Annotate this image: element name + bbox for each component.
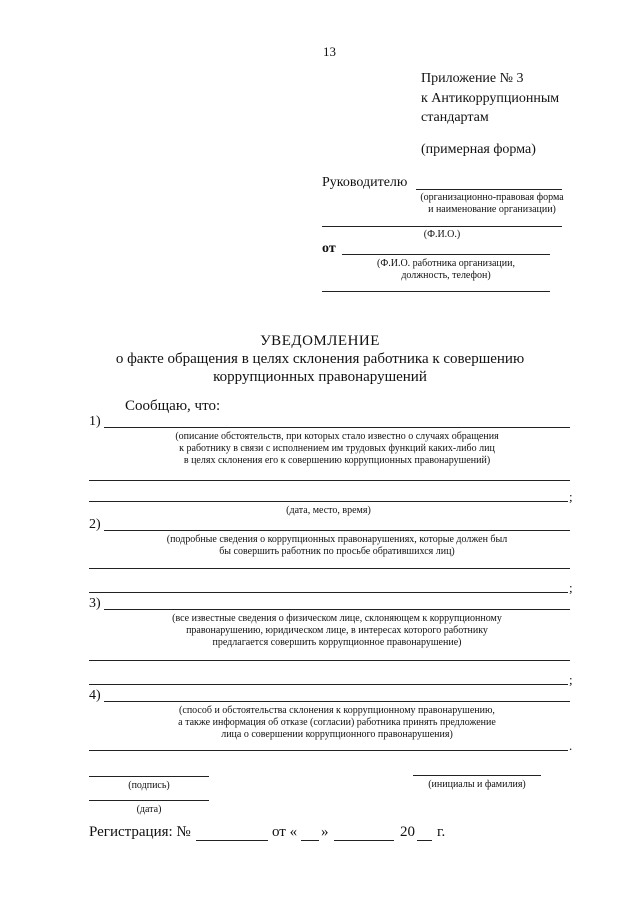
sender-caption-1: (Ф.И.О. работника организации,	[377, 258, 515, 269]
item-1-number: 1)	[89, 414, 101, 429]
from-label: от	[322, 241, 336, 256]
org-caption-2: и наименование организации)	[428, 204, 556, 215]
org-line	[416, 189, 562, 190]
item-3-end-mark: ;	[569, 672, 573, 687]
org-caption	[412, 192, 572, 216]
item-2-line-3	[89, 592, 568, 593]
item-4-line	[104, 701, 570, 702]
org-caption-1: (организационно-правовая форма	[420, 192, 564, 203]
item-3-caption-3: предлагается совершить коррупционное правонарушение)	[212, 637, 462, 648]
item-2-caption-2: бы совершить работник по просьбе обратившихся лиц)	[219, 546, 455, 557]
document-subtitle-1: о факте обращения в целях склонения работника к совершению	[115, 351, 525, 367]
to-label: Руководителю	[322, 175, 408, 190]
registration-from: от «	[272, 824, 298, 840]
form-type: (примерная форма)	[421, 142, 536, 157]
item-3-number: 3)	[89, 596, 101, 611]
item-2-end-mark: ;	[569, 580, 573, 595]
item-3-line	[104, 609, 570, 610]
fio-caption: (Ф.И.О.)	[423, 229, 461, 240]
item-2-caption	[104, 534, 570, 558]
item-4-end-mark: .	[569, 738, 573, 753]
intro-text: Сообщаю, что:	[125, 398, 221, 414]
item-1-line	[104, 427, 570, 428]
item-3-caption-2: правонарушению, юридическом лице, в интересах которого работнику	[186, 625, 488, 636]
item-2-caption-1: (подробные сведения о коррупционных правонарушениях, которые должен был	[166, 534, 508, 545]
item-1-caption-3: в целях склонения его к совершению коррупционных правонарушений)	[183, 455, 491, 466]
appendix-line2: к Антикоррупционным	[421, 91, 560, 106]
item-1-caption-1: (описание обстоятельств, при которых стало известно о случаях обращения	[175, 431, 499, 442]
name-caption: (инициалы и фамилия)	[428, 779, 526, 790]
appendix-title: Приложение № 3	[421, 71, 524, 86]
item-1-end-mark: ;	[569, 489, 573, 504]
item-3-line-3	[89, 684, 568, 685]
page-number: 13	[323, 44, 336, 59]
sender-caption-2: должность, телефон)	[401, 270, 491, 281]
item-1-line-2	[89, 480, 570, 481]
signature-line	[89, 776, 209, 777]
item-4-caption	[104, 705, 570, 741]
item-4-caption-2: а также информация об отказе (согласии) работника принять предложение	[178, 717, 496, 728]
item-2-number: 2)	[89, 517, 101, 532]
sender-caption	[342, 258, 550, 282]
item-2-line-2	[89, 568, 570, 569]
item-1-line-3	[89, 501, 568, 502]
registration-year-prefix: 20	[400, 824, 415, 840]
item-4-number: 4)	[89, 688, 101, 703]
sender-line-2	[322, 291, 550, 292]
name-line	[413, 775, 541, 776]
item-3-line-2	[89, 660, 570, 661]
item-4-caption-1: (способ и обстоятельства склонения к коррупционному правонарушению,	[179, 705, 495, 716]
date-line	[89, 800, 209, 801]
sender-line	[342, 254, 550, 255]
document-title: УВЕДОМЛЕНИЕ	[260, 333, 380, 349]
item-4-line-2	[89, 750, 568, 751]
registration-year-suffix: г.	[437, 824, 446, 840]
registration-year-line	[417, 840, 432, 841]
item-1-caption	[104, 431, 570, 467]
appendix-line3: стандартам	[421, 110, 489, 125]
registration-close-quote: »	[321, 824, 329, 840]
date-caption: (дата)	[136, 804, 162, 815]
item-4-caption-3: лица о совершении коррупционного правонарушения)	[221, 729, 453, 740]
registration-label: Регистрация: №	[89, 824, 191, 840]
signature-caption: (подпись)	[128, 780, 170, 791]
item-3-caption	[104, 613, 570, 649]
item-3-caption-1: (все известные сведения о физическом лице, склоняющем к коррупционному	[172, 613, 502, 624]
item-1-date-caption: (дата, место, время)	[286, 505, 371, 516]
item-1-caption-2: к работнику в связи с исполнением им трудовых функций каких-либо лиц	[179, 443, 495, 454]
registration-day-line	[301, 840, 319, 841]
registration-number-line	[196, 840, 268, 841]
document-subtitle-2: коррупционных правонарушений	[213, 369, 427, 385]
registration-month-line	[334, 840, 394, 841]
item-2-line	[104, 530, 570, 531]
org-line-2	[322, 226, 562, 227]
